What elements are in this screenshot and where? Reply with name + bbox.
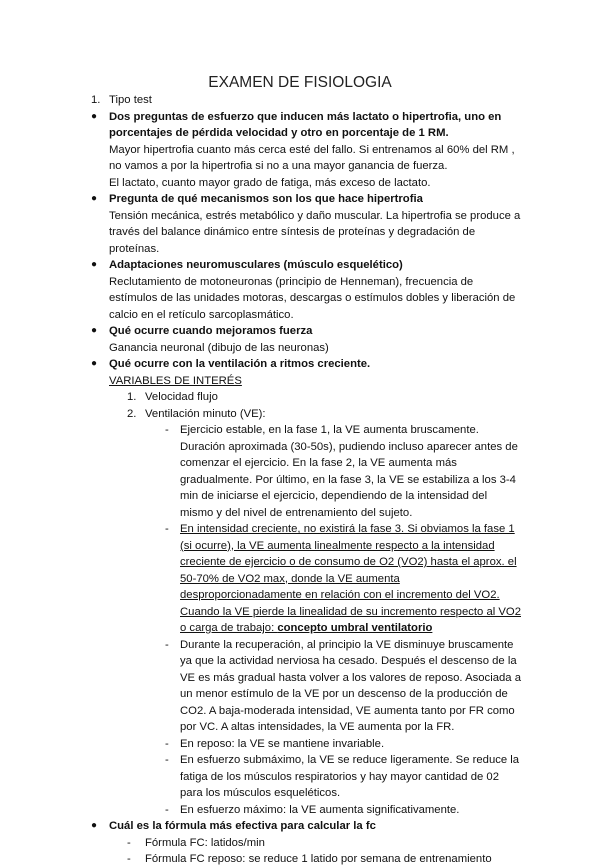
bullet-heading: Qué ocurre cuando mejoramos fuerza bbox=[109, 325, 313, 337]
bullet-item bbox=[91, 818, 521, 835]
dash-item bbox=[91, 851, 521, 868]
bullet-icon: ● bbox=[91, 193, 98, 204]
dash-item bbox=[91, 637, 521, 736]
dash-text: Fórmula FC: latidos/min bbox=[145, 836, 265, 849]
dash-text: Fórmula FC reposo: se reduce 1 latido por semana de entrenamiento bbox=[145, 853, 492, 865]
bullet-item bbox=[91, 191, 521, 257]
sub-list-item bbox=[91, 389, 521, 406]
dash-icon: - bbox=[165, 638, 169, 651]
dash-text: En esfuerzo máximo: la VE aumenta significativamente. bbox=[180, 803, 460, 816]
bullet-icon: ● bbox=[91, 325, 98, 336]
page-title: EXAMEN DE FISIOLOGIA bbox=[208, 74, 392, 91]
sub-list-text: Ventilación minuto (VE): bbox=[145, 407, 266, 420]
bullet-icon: ● bbox=[91, 259, 98, 270]
dash-text: Ejercicio estable, en la fase 1, la VE aumenta bruscamente. Duración aproximada (30-50s), pudiendo incluso aparecer antes de comenzar el ejercicio. En la fase 2, la VE aumenta más gradualmente. Por último, en la fase 3, la VE se estabiliza a los 3-4 min de iniciarse el ejercicio, dependiendo de la intensidad del mismo y del nivel de entrenamiento del sujeto. bbox=[180, 424, 518, 519]
dash-icon: - bbox=[165, 803, 169, 816]
subheading: VARIABLES DE INTERÉS bbox=[109, 374, 242, 387]
list-number: 1. bbox=[91, 94, 101, 106]
bullet-body: Ganancia neuronal (dibujo de las neuronas) bbox=[109, 341, 329, 354]
bullet-body: Tensión mecánica, estrés metabólico y daño muscular. La hipertrofia se produce a través del balance dinámico entre síntesis de proteínas y degradación de proteínas. bbox=[109, 209, 521, 255]
dash-icon: - bbox=[165, 737, 169, 750]
dash-item bbox=[91, 521, 521, 637]
bullet-icon: ● bbox=[91, 110, 98, 122]
dash-text-emphasis: concepto umbral ventilatorio bbox=[277, 622, 433, 634]
bullet-heading: Cuál es la fórmula más efectiva para calcular la fc bbox=[109, 820, 376, 832]
bullet-body: El lactato, cuanto mayor grado de fatiga, más exceso de lactato. bbox=[109, 176, 431, 189]
bullet-heading: Pregunta de qué mecanismos son los que hace hipertrofia bbox=[109, 193, 423, 205]
list-number: 1. bbox=[127, 391, 137, 403]
dash-icon: - bbox=[127, 853, 131, 865]
dash-icon: - bbox=[165, 523, 169, 535]
dash-item bbox=[91, 736, 521, 753]
bullet-item bbox=[91, 356, 521, 389]
dash-text: Durante la recuperación, al principio la VE disminuye bruscamente ya que la actividad nerviosa ha cesado. Después el descenso de la VE es más gradual hasta volver a los valores de reposo. Asociada a un menor estímulo de la VE por un descenso de la producción de CO2. A baja-moderada intensidad, VE aumenta tanto por FR como por VC. A altas intensidades, la VE aumenta por la FR. bbox=[180, 638, 521, 733]
bullet-heading: Adaptaciones neuromusculares (músculo esquelético) bbox=[109, 259, 403, 271]
section-label: Tipo test bbox=[109, 94, 152, 106]
dash-item bbox=[91, 752, 521, 802]
dash-text: En esfuerzo submáximo, la VE se reduce ligeramente. Se reduce la fatiga de los músculos respiratorios y hay mayor cantidad de 02 para los músculos esqueléticos. bbox=[180, 754, 520, 799]
bullet-item bbox=[91, 323, 521, 356]
numbered-item bbox=[91, 92, 521, 109]
list-number: 2. bbox=[127, 407, 137, 420]
dash-icon: - bbox=[165, 754, 169, 766]
dash-icon: - bbox=[165, 424, 169, 436]
sub-list-item bbox=[91, 406, 521, 423]
bullet-heading: Qué ocurre con la ventilación a ritmos creciente. bbox=[109, 358, 371, 370]
document-body bbox=[91, 92, 521, 868]
bullet-body: Reclutamiento de motoneuronas (principio de Henneman), frecuencia de estímulos de las unidades motoras, descargas o estímulos dobles y liberación de calcio en el retículo sarcoplasmático. bbox=[109, 275, 516, 321]
bullet-item bbox=[91, 257, 521, 323]
bullet-heading: Dos preguntas de esfuerzo que inducen más lactato o hipertrofia, uno en porcentajes de pérdida velocidad y otro en porcentaje de 1 RM. bbox=[109, 110, 502, 139]
bullet-icon: ● bbox=[91, 820, 98, 831]
bullet-item bbox=[91, 109, 521, 192]
dash-text: En intensidad creciente, no existirá la fase 3. Si obviamos la fase 1 (si ocurre), la VE aumenta linealmente respecto a la intensidad creciente de ejercicio o de consumo de O2 (VO2) hasta el aprox. el 50-70% de VO2 max, donde la VE aumenta desproporcionadamente en relación con el incremento del VO2. Cuando la VE pierde la linealidad de su incremento respecto al VO2 o carga de trabajo: bbox=[180, 523, 521, 634]
dash-item bbox=[91, 422, 521, 521]
sub-list-text: Velocidad flujo bbox=[145, 391, 218, 403]
dash-icon: - bbox=[127, 836, 131, 849]
dash-text: En reposo: la VE se mantiene invariable. bbox=[180, 737, 385, 750]
dash-item bbox=[91, 835, 521, 852]
bullet-icon: ● bbox=[91, 358, 98, 369]
bullet-body: Mayor hipertrofia cuanto más cerca esté del fallo. Si entrenamos al 60% del RM , no vamos a por la hipertrofia si no a una mayor ganancia de fuerza. bbox=[109, 143, 515, 172]
dash-item bbox=[91, 802, 521, 819]
